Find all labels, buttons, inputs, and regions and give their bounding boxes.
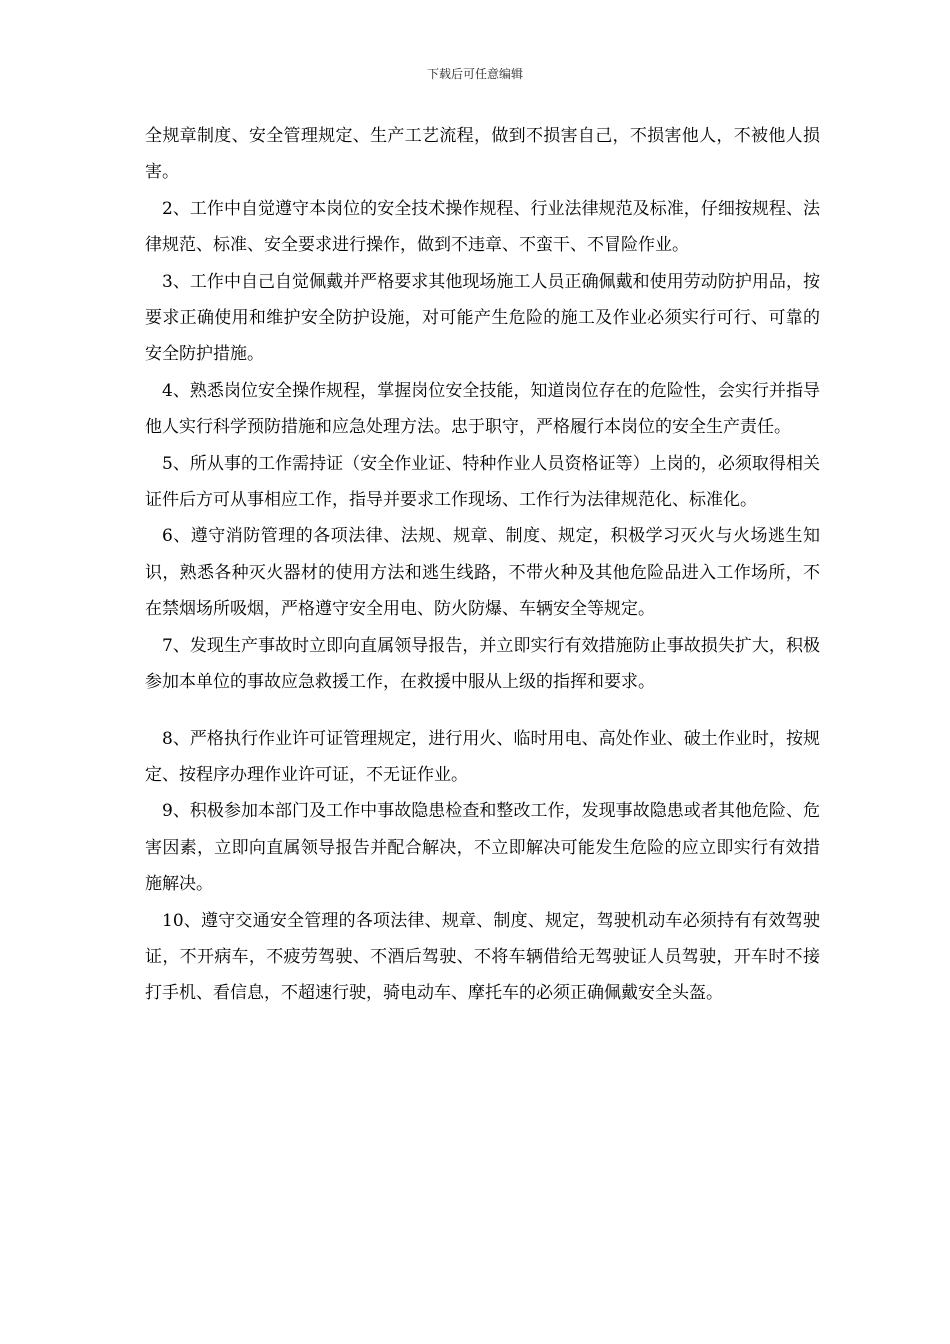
- paragraph-item-8: 8、严格执行作业许可证管理规定，进行用火、临时用电、高处作业、破土作业时，按规定、按程序办理作业许可证，不无证作业。: [145, 728, 820, 785]
- paragraph-item-4: 4、熟悉岗位安全操作规程，掌握岗位安全技能，知道岗位存在的危险性，会实行并指导他人实行科学预防措施和应急处理方法。忠于职守，严格履行本岗位的安全生产责任。: [145, 380, 820, 438]
- paragraph-item-6: 6、遵守消防管理的各项法律、法规、规章、制度、规定，积极学习灭火与火场逃生知识，熟悉各种灭火器材的使用方法和逃生线路，不带火种及其他危险品进入工作场所，不在禁烟场所吸烟，严格遵守安全用电、防火防爆、车辆安全等规定。: [145, 526, 820, 620]
- page-header: 下载后可任意编辑: [426, 67, 523, 81]
- paragraph-item-9: 9、积极参加本部门及工作中事故隐患检查和整改工作，发现事故隐患或者其他危险、危害因素，立即向直属领导报告并配合解决，不立即解决可能发生危险的应立即实行有效措施解决。: [145, 801, 820, 895]
- paragraph-item-5: 5、所从事的工作需持证（安全作业证、特种作业人员资格证等）上岗的，必须取得相关证件后方可从事相应工作，指导并要求工作现场、工作行为法律规范化、标准化。: [145, 453, 820, 511]
- paragraph-item-2: 2、工作中自觉遵守本岗位的安全技术操作规程、行业法律规范及标准，仔细按规程、法律规范、标准、安全要求进行操作，做到不违章、不蛮干、不冒险作业。: [145, 198, 820, 256]
- paragraph-item-7: 7、发现生产事故时立即向直属领导报告，并立即实行有效措施防止事故损失扩大，积极参加本单位的事故应急救援工作，在救援中服从上级的指挥和要求。: [145, 635, 820, 693]
- paragraph-continuation: 全规章制度、安全管理规定、生产工艺流程，做到不损害自己，不损害他人，不被他人损害。: [145, 126, 820, 183]
- paragraph-item-3: 3、工作中自己自觉佩戴并严格要求其他现场施工人员正确佩戴和使用劳动防护用品，按要求正确使用和维护安全防护设施，对可能产生危险的施工及作业必须实行可行、可靠的安全防护措施。: [145, 271, 820, 365]
- paragraph-item-10: 10、遵守交通安全管理的各项法律、规章、制度、规定，驾驶机动车必须持有有效驾驶证，不开病车，不疲劳驾驶、不酒后驾驶、不将车辆借给无驾驶证人员驾驶，开车时不接打手机、看信息，不超速行驶，骑电动车、摩托车的必须正确佩戴安全头盔。: [145, 910, 820, 1004]
- document-body: [145, 118, 820, 1012]
